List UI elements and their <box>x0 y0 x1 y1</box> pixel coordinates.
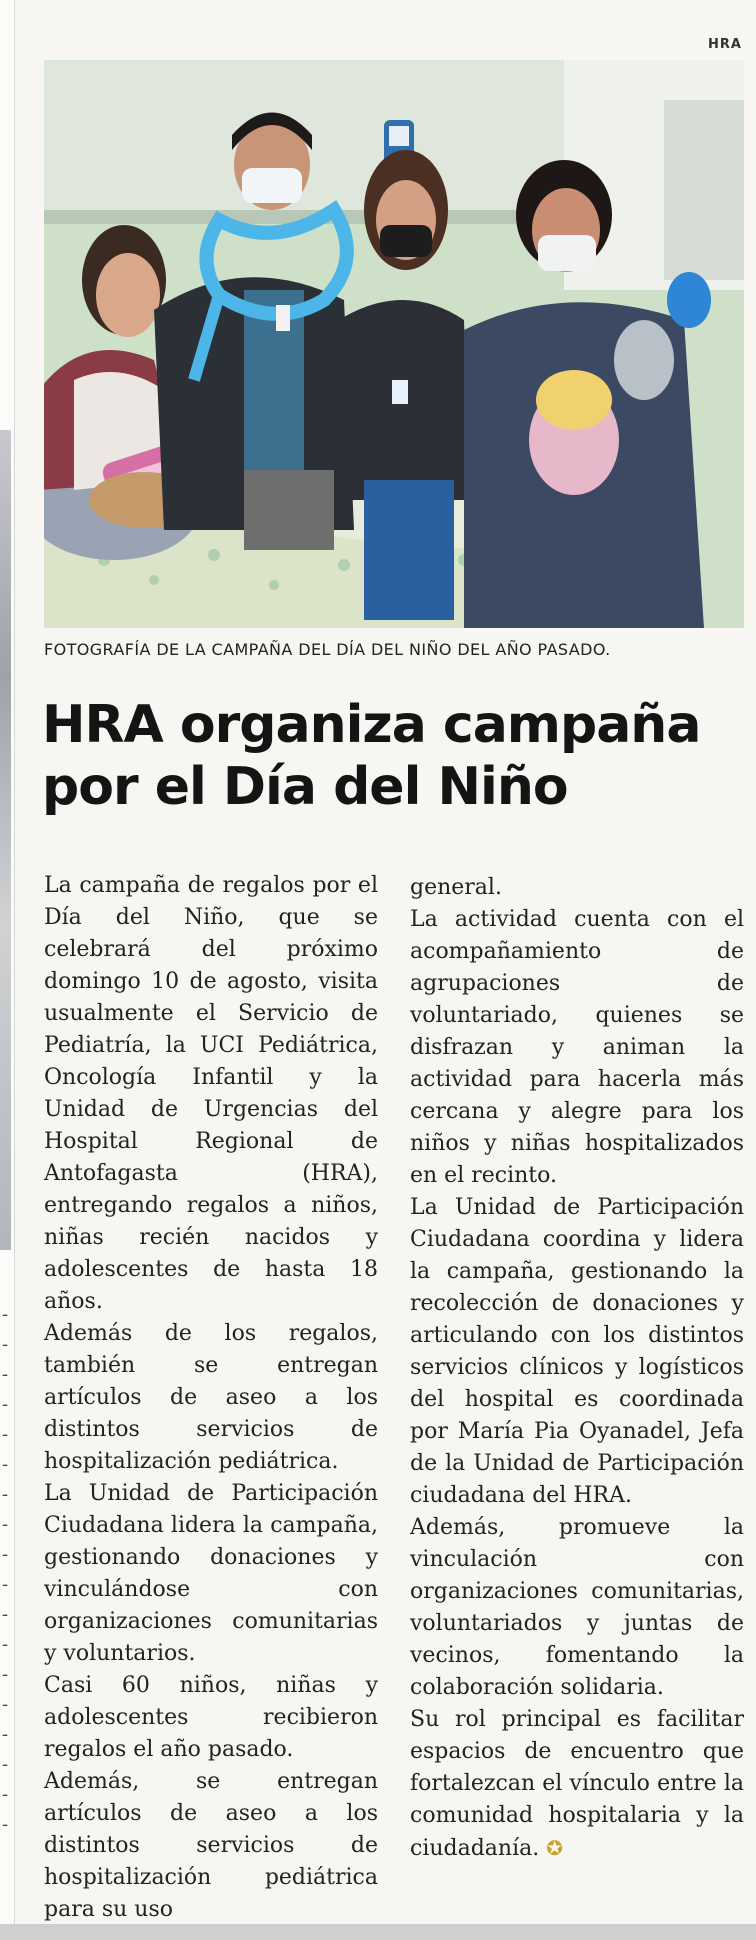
end-of-article-icon: ✪ <box>546 1836 564 1860</box>
paragraph: Casi 60 niños, niñas y adolescentes recibieron regalos el año pasado. <box>44 1673 378 1762</box>
paragraph-text: Su rol principal es facilitar espacios de encuentro que fortalezcan el vínculo entre la comunidad hospitalaria y la ciudadanía. <box>410 1707 744 1861</box>
section-tag: HRA <box>708 37 742 52</box>
paragraph: Además de los regalos, también se entregan artículos de aseo a los distintos servicios de hospitalización pediátrica. <box>44 1321 378 1474</box>
article-column-left <box>44 870 378 1926</box>
paragraph <box>410 1704 744 1865</box>
article-column-right <box>410 872 744 1865</box>
paragraph: La campaña de regalos por el Día del Niño, que se celebrará del próximo domingo 10 de agosto, visita usualmente el Servicio de Pediatría, la UCI Pediátrica, Oncología Infantil y la Unidad de Urgencias del Hospital Regional de Antofagasta (HRA), entregando regalos a niños, niñas recién nacidos y adolescentes de hasta 18 años. <box>44 873 378 1314</box>
paragraph: La Unidad de Participación Ciudadana lidera la campaña, gestionando donaciones y vinculándose con organizaciones comunitarias y voluntarios. <box>44 1481 378 1666</box>
paragraph: general. <box>410 875 502 900</box>
photo-caption: FOTOGRAFÍA DE LA CAMPAÑA DEL DÍA DEL NIÑO DEL AÑO PASADO. <box>44 640 611 659</box>
paragraph: La actividad cuenta con el acompañamiento de agrupaciones de voluntariado, quienes se disfrazan y animan la actividad para hacerla más cercana y alegre para los niños y niñas hospitalizados en el recinto. <box>410 907 744 1188</box>
paragraph: Además, se entregan artículos de aseo a los distintos servicios de hospitalización pediátrica para su uso <box>44 1769 378 1922</box>
headline-line-2: por el Día del Niño <box>42 757 568 817</box>
paragraph: La Unidad de Participación Ciudadana coordina y lidera la campaña, gestionando la recolección de donaciones y articulando con los distintos servicios clínicos y logísticos del hospital es coordinada por María Pia Oyanadel, Jefa de la Unidad de Participación ciudadana del HRA. <box>410 1195 744 1508</box>
adjacent-page-text: - - - - - - - - - - - - - - - - - - <box>2 1304 9 1835</box>
headline-line-1: HRA organiza campaña <box>42 695 701 755</box>
news-photo <box>44 60 744 628</box>
adjacent-page-image <box>0 430 11 1250</box>
headline <box>42 694 742 818</box>
paragraph: Además, promueve la vinculación con organizaciones comunitarias, voluntariados y juntas de vecinos, fomentando la colaboración solidaria. <box>410 1515 744 1700</box>
page-bottom-rule <box>0 1924 756 1940</box>
